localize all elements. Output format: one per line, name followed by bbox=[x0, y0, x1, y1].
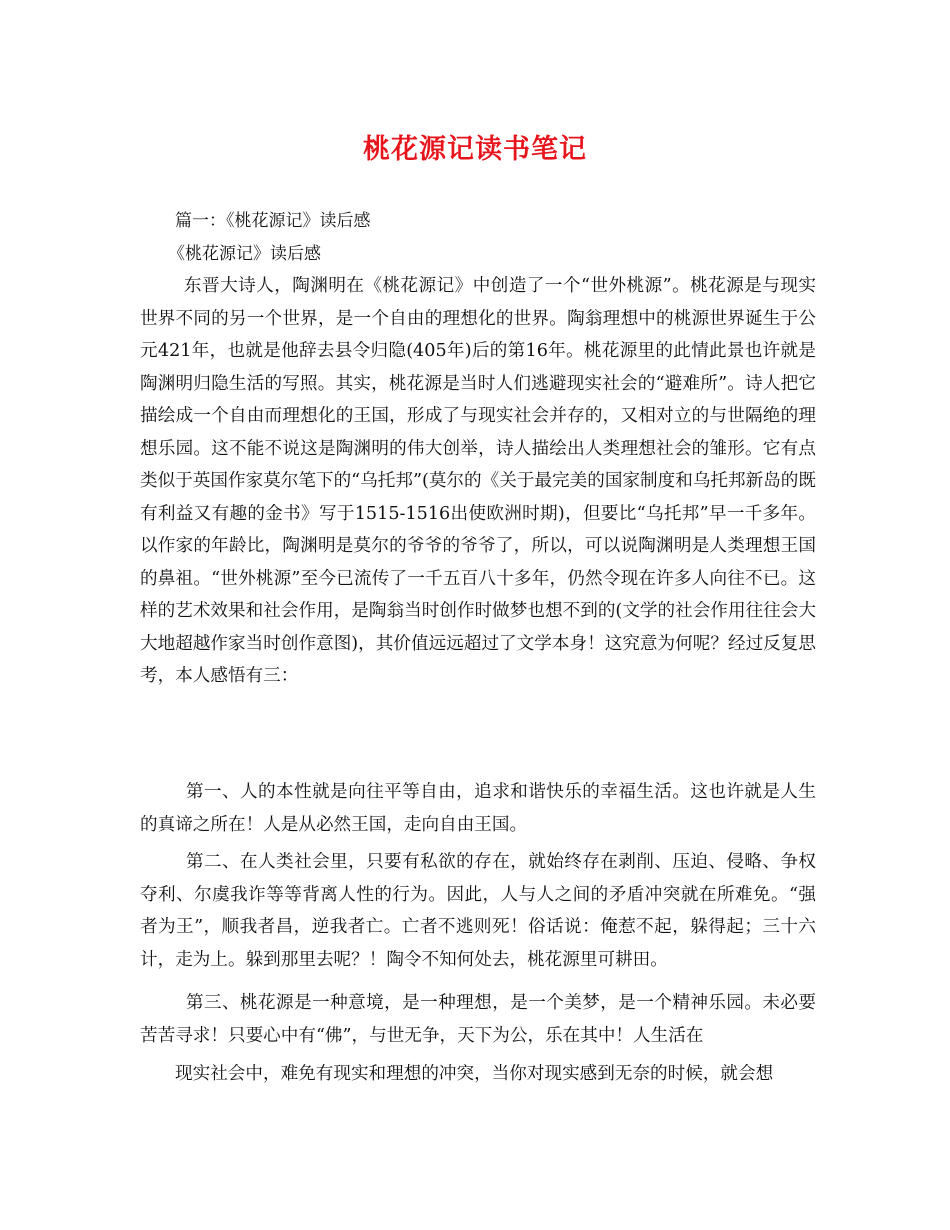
section-heading: 篇一：《桃花源记》读后感 bbox=[175, 211, 371, 231]
essay-heading: 《桃花源记》读后感 bbox=[168, 244, 321, 264]
paragraph-intro: 东晋大诗人，陶渊明在《桃花源记》中创造了一个“世外桃源”。桃花源是与现实世界不同的另一个世界，是一个自由的理想化的世界。陶翁理想中的桃源世界诞生于公元421年，也就是他辞去县令归隐(405年)后的第16年。桃花源里的此情此景也许就是陶渊明归隐生活的写照。其实，桃花源是当时人们逃避现实社会的“避难所”。诗人把它描绘成一个自由而理想化的王国，形成了与现实社会并存的，又相对立的与世隔绝的理想乐园。这不能不说这是陶渊明的伟大创举，诗人描绘出人类理想社会的雏形。它有点类似于英国作家莫尔笔下的“乌托邦”(莫尔的《关于最完美的国家制度和乌托邦新岛的既有利益又有趣的金书》写于1515-1516出使欧洲时期)，但要比“乌托邦”早一千多年。以作家的年龄比，陶渊明是莫尔的爷爷的爷爷了，所以，可以说陶渊明是人类理想王国的鼻祖。“世外桃源”至今已流传了一千五百八十多年，仍然令现在许多人向往不已。这样的艺术效果和社会作用，是陶翁当时创作时做梦也想不到的(文学的社会作用往往会大大地超越作家当时创作意图)，其价值远远超过了文学本身！这究意为何呢？经过反复思考，本人感悟有三： bbox=[140, 276, 816, 686]
paragraph-third-insight: 第三、桃花源是一种意境，是一种理想，是一个美梦，是一个精神乐园。未必要苦苦寻求！只要心中有“佛”，与世无争，天下为公，乐在其中！人生活在 bbox=[140, 993, 816, 1046]
paragraph-continuation: 现实社会中，难免有现实和理想的冲突，当你对现实感到无奈的时候，就会想 bbox=[175, 1064, 774, 1084]
document-title: 桃花源记读书笔记 bbox=[363, 134, 587, 165]
paragraph-second-insight: 第二、在人类社会里，只要有私欲的存在，就始终存在剥削、压迫、侵略、争权夺利、尔虞我诈等等背离人性的行为。因此，人与人之间的矛盾冲突就在所难免。“强者为王”，顺我者昌，逆我者亡。亡者不逃则死！俗话说：俺惹不起，躲得起；三十六计，走为上。躲到那里去呢？！陶令不知何处去，桃花源里可耕田。 bbox=[140, 852, 816, 970]
paragraph-first-insight: 第一、人的本性就是向往平等自由，追求和谐快乐的幸福生活。这也许就是人生的真谛之所在！人是从必然王国，走向自由王国。 bbox=[140, 782, 816, 835]
